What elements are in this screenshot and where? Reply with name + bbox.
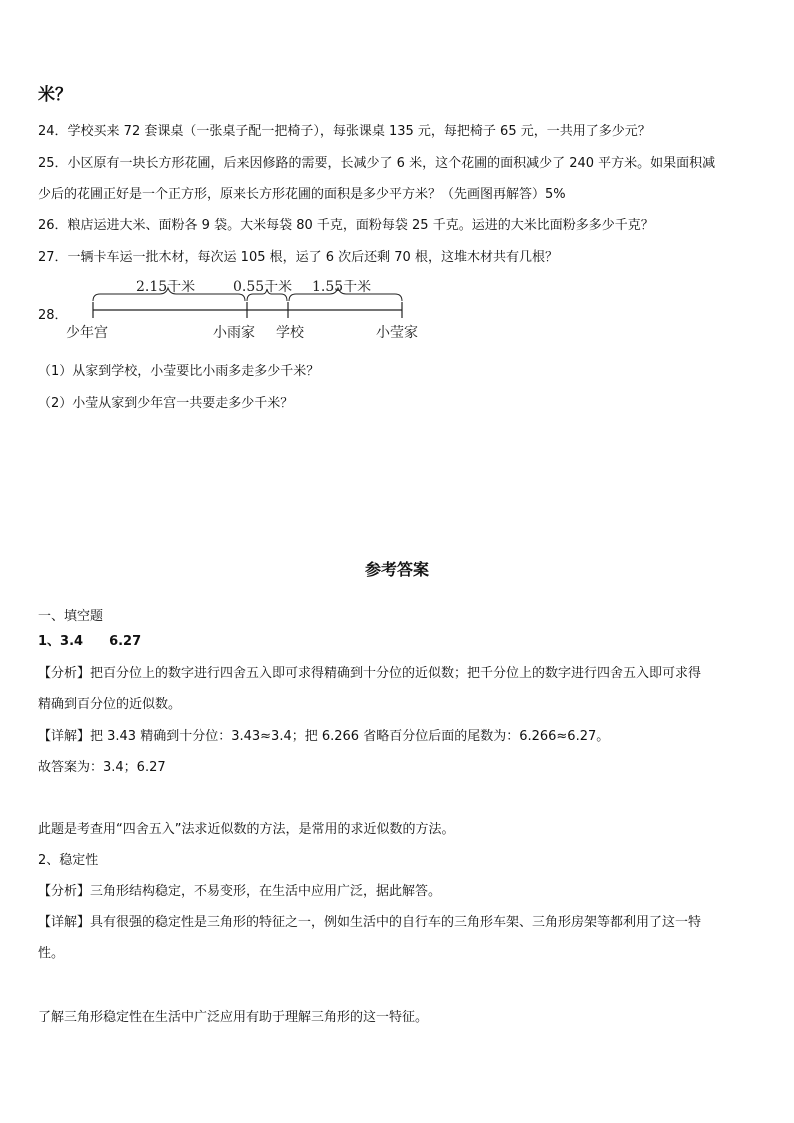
seg3-label: 1.55千米	[312, 280, 372, 295]
question-26: 26．粮店运进大米、面粉各 9 袋。大米每袋 80 千克，面粉每袋 25 千克。运进的大米比面粉多多少千克？	[38, 218, 654, 233]
answer-1-analysis-line-1: 【分析】把百分位上的数字进行四舍五入即可求得精确到十分位的近似数；把千分位上的数字进行四舍五入即可求得	[38, 666, 702, 681]
answers-title: 参考答案	[364, 560, 429, 579]
answer-2-detail-line-1: 【详解】具有很强的稳定性是三角形的特征之一，例如生活中的自行车的三角形车架、三角形房架等都利用了这一特	[38, 915, 702, 930]
question-24: 24．学校买来 72 套课桌（一张桌子配一把椅子），每张课桌 135 元，每把椅子 65 元，一共用了多少元？	[38, 124, 651, 139]
answer-2-analysis: 【分析】三角形结构稳定，不易变形，在生活中应用广泛，据此解答。	[38, 884, 442, 899]
question-28-number: 28．	[38, 308, 68, 323]
question-28-sub-2: （2）小莹从家到少年宫一共要走多少千米？	[38, 396, 294, 411]
place-xiaoying: 小莹家	[376, 325, 418, 341]
answer-1-comment: 此题是考查用“四舍五入”法求近似数的方法，是常用的求近似数的方法。	[38, 822, 455, 837]
question-25-line-2: 少后的花圃正好是一个正方形，原来长方形花圃的面积是多少平方米？（先画图再解答）5%	[38, 187, 566, 202]
question-continuation: 米？	[38, 85, 72, 105]
seg1-label: 2.15千米	[136, 280, 196, 295]
seg2-label: 0.55千米	[233, 280, 293, 295]
distance-diagram	[60, 280, 440, 346]
section-heading: 一、填空题	[38, 609, 104, 624]
answer-1-final: 故答案为：3.4；6.27	[38, 760, 166, 775]
answer-2-comment: 了解三角形稳定性在生活中广泛应用有助于理解三角形的这一特征。	[38, 1010, 429, 1025]
place-xiaoyu: 小雨家	[213, 325, 255, 341]
answer-2-head: 2、稳定性	[38, 853, 99, 868]
question-25-line-1: 25．小区原有一块长方形花圃，后来因修路的需要，长减少了 6 米，这个花圃的面积减少了 240 平方米。如果面积减	[38, 156, 716, 171]
answer-1-head: 1、3.4 6.27	[38, 634, 142, 649]
question-28-sub-1: （1）从家到学校，小莹要比小雨多走多少千米？	[38, 364, 320, 379]
question-27: 27．一辆卡车运一批木材，每次运 105 根，运了 6 次后还剩 70 根，这堆木材共有几根？	[38, 250, 558, 265]
answer-1-analysis-line-2: 精确到百分位的近似数。	[38, 697, 182, 712]
place-shaonian: 少年宫	[66, 325, 108, 341]
answer-1-detail: 【详解】把 3.43 精确到十分位：3.43≈3.4；把 6.266 省略百分位后面的尾数为：6.266≈6.27。	[38, 729, 610, 744]
place-school: 学校	[276, 325, 304, 341]
answer-2-detail-line-2: 性。	[38, 946, 65, 961]
